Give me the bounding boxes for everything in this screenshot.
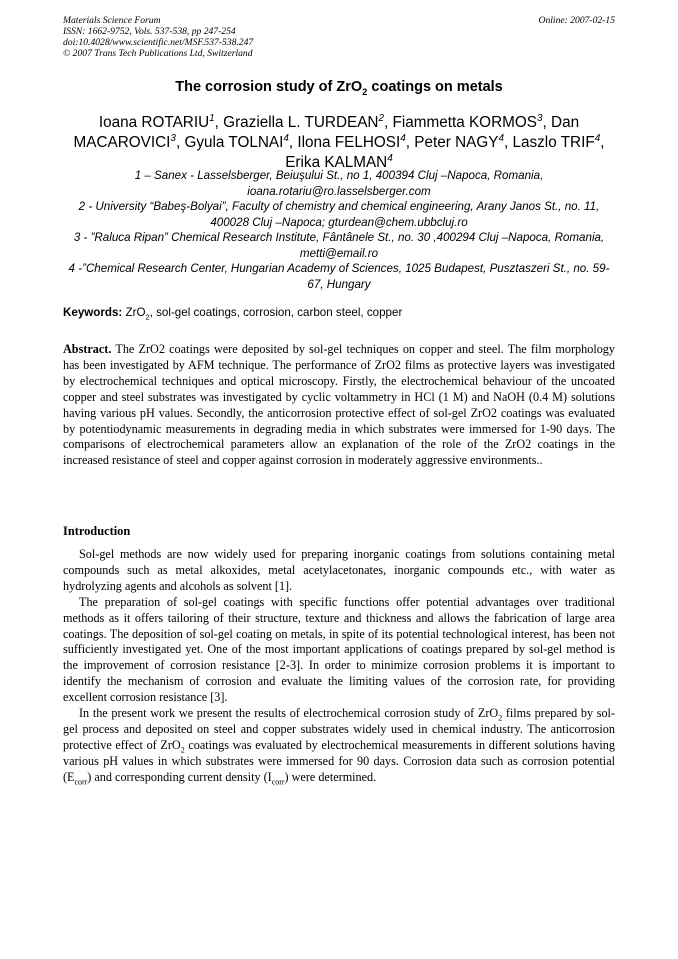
intro-paragraph-3 bbox=[63, 706, 615, 786]
intro-p3-b-sub: 2 bbox=[180, 745, 185, 755]
intro-p3-a-sub: 2 bbox=[498, 713, 503, 723]
author-affil-mark: 4 bbox=[387, 152, 393, 164]
author-affil-mark: 3 bbox=[536, 112, 543, 124]
author-sep: , bbox=[600, 134, 605, 151]
author-sep: , bbox=[214, 114, 224, 131]
author-affil-mark: 4 bbox=[400, 132, 406, 144]
keywords-line bbox=[63, 306, 615, 320]
affiliation-1: 1 – Sanex - Lasselsberger, Beiuşului St., no 1, 400394 Cluj –Napoca, Romania, ioana.rotariu@ro.lasselsberger.com bbox=[134, 169, 544, 198]
author-name: Laszlo TRIF bbox=[512, 134, 595, 151]
affiliation-4: 4 -”Chemical Research Center, Hungarian Academy of Sciences, 1025 Budapest, Pusztaszeri St., no. 59-67, Hungary bbox=[68, 262, 610, 291]
affiliation-3: 3 - ”Raluca Ripan” Chemical Research Institute, Fântânele St., no. 30 ,400294 Cluj –Napoca, Romania, metti@email.ro bbox=[73, 231, 605, 260]
author-affil-mark: 1 bbox=[209, 112, 215, 124]
online-date: Online: 2007-02-15 bbox=[538, 15, 615, 26]
keywords-label: Keywords: bbox=[63, 306, 123, 319]
affiliation-2: 2 - University “Babeş-Bolyai”, Faculty of chemistry and chemical engineering, Arany Janos St., no. 11, 400028 Cluj –Napoca; gturdean@chem.ubbcluj.ro bbox=[78, 200, 600, 229]
author-name: Graziella L. TURDEAN bbox=[223, 114, 379, 131]
doi-line[interactable]: doi:10.4028/www.scientific.net/MSF.537-538.247 bbox=[63, 37, 254, 48]
abstract-label: Abstract. bbox=[63, 342, 112, 356]
paper-title bbox=[0, 79, 678, 95]
affiliation-list bbox=[62, 168, 616, 292]
author-name: Fiammetta KORMOS bbox=[392, 114, 537, 131]
author-affil-mark: 4 bbox=[498, 132, 504, 144]
author-sep: , bbox=[405, 134, 415, 151]
author-sep: , bbox=[383, 114, 393, 131]
keywords-rest: , sol-gel coatings, corrosion, carbon steel, copper bbox=[149, 306, 403, 319]
copyright-line: © 2007 Trans Tech Publications Ltd, Switzerland bbox=[63, 48, 253, 59]
intro-p3-e: ) were determined. bbox=[284, 769, 377, 784]
intro-p3-a: In the present work we present the results of electrochemical corrosion study of ZrO bbox=[79, 706, 499, 721]
intro-p3-d-sub: corr bbox=[271, 777, 285, 787]
keyword-first-sub: 2 bbox=[145, 312, 150, 322]
title-post: coatings on metals bbox=[367, 79, 503, 95]
author-name: Peter NAGY bbox=[414, 134, 499, 151]
author-affil-mark: 4 bbox=[283, 132, 289, 144]
intro-p3-c-sub: corr bbox=[74, 777, 88, 787]
title-pre: The corrosion study of ZrO bbox=[175, 79, 363, 95]
introduction-body bbox=[63, 547, 615, 786]
author-affil-mark: 2 bbox=[378, 112, 384, 124]
author-sep: , bbox=[542, 114, 552, 131]
journal-name: Materials Science Forum bbox=[63, 15, 161, 26]
title-sub: 2 bbox=[362, 85, 368, 97]
introduction-heading: Introduction bbox=[63, 524, 131, 538]
author-affil-mark: 3 bbox=[170, 132, 176, 144]
intro-paragraph-2: The preparation of sol-gel coatings with specific functions offer potential advantages over traditional methods as it offers tailoring of their structure, texture and thickness and allows the fabrication of large area coatings. The deposition of sol-gel coating on metals, in spite of its potential technological interest, has been not sufficiently investigated yet. One of the most important applications of coatings prepared by sol-gel method is the improvement of corrosion resistance [2-3]. In order to minimize corrosion problems it is important to identify the mechanism of corrosion and evaluate the limiting values of the corrosion rate, for providing excellent corrosion resistance [3]. bbox=[63, 594, 615, 705]
author-list bbox=[70, 113, 608, 173]
author-name: Gyula TOLNAI bbox=[184, 134, 284, 151]
intro-p3-d: ) and corresponding current density (I bbox=[87, 769, 272, 784]
author-sep: , bbox=[175, 134, 185, 151]
author-name: Ilona FELHOSI bbox=[297, 134, 401, 151]
keyword-first: ZrO bbox=[125, 306, 146, 319]
author-affil-mark: 4 bbox=[594, 132, 601, 144]
abstract-text: The ZrO2 coatings were deposited by sol-gel techniques on copper and steel. The film morphology has been investigated by AFM technique. The performance of ZrO2 films as protective layers was investigated by electrochemical techniques and optical microscopy. Firstly, the electrochemical behaviour of the uncoated copper and steel substrates was investigated by cyclic voltammetry in HCl (1 M) and NaOH (0.4 M) solutions having various pH values. Secondly, the anticorrosion protective effect of sol-gel ZrO2 coatings was evaluated by potentiodynamic measurements in degrading media in which substrates were immersed for 1-90 days. The comparisons of electrochemical parameters allow an explanation of the role of the ZrO2 coatings in the increased resistance of steel and copper against corrosion in moderately aggressive environments.. bbox=[63, 342, 615, 468]
journal-header bbox=[63, 15, 615, 59]
author-name: Erika KALMAN bbox=[285, 154, 388, 171]
intro-paragraph-1: Sol-gel methods are now widely used for preparing inorganic coatings from solutions containing metal compounds such as metal alkoxides, metal acetylacetonates, inorganic compounds etc., with water as hydrolyzing agents and alcohols as solvent [1]. bbox=[63, 547, 615, 593]
intro-p3-c: coatings was evaluated by electrochemical measurements in different solutions having various pH values in which substrates were immersed for 90 days. Corrosion data such as corrosion potential (E bbox=[63, 737, 615, 784]
issn-line: ISSN: 1662-9752, Vols. 537-538, pp 247-254 bbox=[63, 26, 236, 37]
abstract-paragraph bbox=[63, 342, 615, 469]
author-sep: , bbox=[504, 134, 513, 151]
author-name: Ioana ROTARIU bbox=[98, 114, 210, 131]
author-sep: , bbox=[288, 134, 298, 151]
author-name: Dan MACAROVICI bbox=[73, 114, 580, 151]
intro-p3-b: films prepared by sol-gel process and deposited on steel and copper substrates widely used in chemical industry. The anticorrosion protective effect of ZrO bbox=[63, 706, 615, 752]
